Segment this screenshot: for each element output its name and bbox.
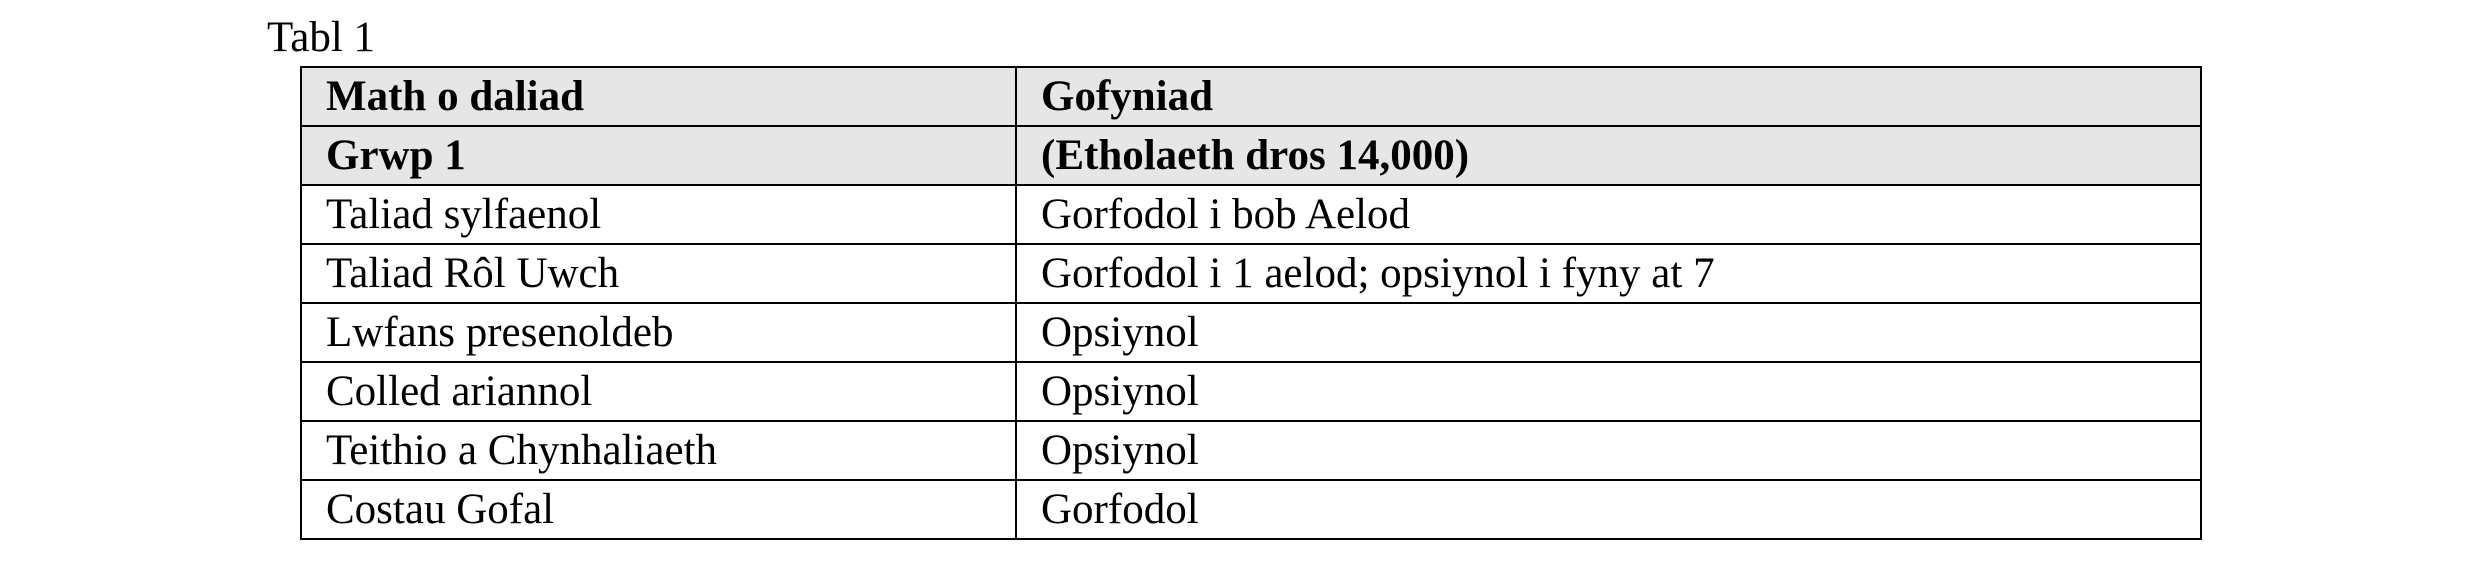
payment-type-cell: Colled ariannol	[301, 362, 1016, 421]
table-group-row	[301, 126, 2201, 185]
requirement-cell: Opsiynol	[1016, 303, 2201, 362]
payments-table	[300, 66, 2202, 540]
table-header-row	[301, 67, 2201, 126]
group-criteria-cell: (Etholaeth dros 14,000)	[1016, 126, 2201, 185]
table-caption: Tabl 1	[267, 14, 376, 61]
payment-type-cell: Taliad sylfaenol	[301, 185, 1016, 244]
group-name-cell: Grwp 1	[301, 126, 1016, 185]
payment-type-cell: Costau Gofal	[301, 480, 1016, 539]
table-row	[301, 303, 2201, 362]
table-row	[301, 185, 2201, 244]
requirement-cell: Gorfodol i 1 aelod; opsiynol i fyny at 7	[1016, 244, 2201, 303]
requirement-cell: Gorfodol	[1016, 480, 2201, 539]
payment-type-cell: Taliad Rôl Uwch	[301, 244, 1016, 303]
payment-type-cell: Teithio a Chynhaliaeth	[301, 421, 1016, 480]
payment-type-cell: Lwfans presenoldeb	[301, 303, 1016, 362]
column-header-requirement: Gofyniad	[1016, 67, 2201, 126]
table-row	[301, 362, 2201, 421]
column-header-payment-type: Math o daliad	[301, 67, 1016, 126]
table-row	[301, 480, 2201, 539]
requirement-cell: Opsiynol	[1016, 421, 2201, 480]
requirement-cell: Opsiynol	[1016, 362, 2201, 421]
table-row	[301, 244, 2201, 303]
table-row	[301, 421, 2201, 480]
requirement-cell: Gorfodol i bob Aelod	[1016, 185, 2201, 244]
